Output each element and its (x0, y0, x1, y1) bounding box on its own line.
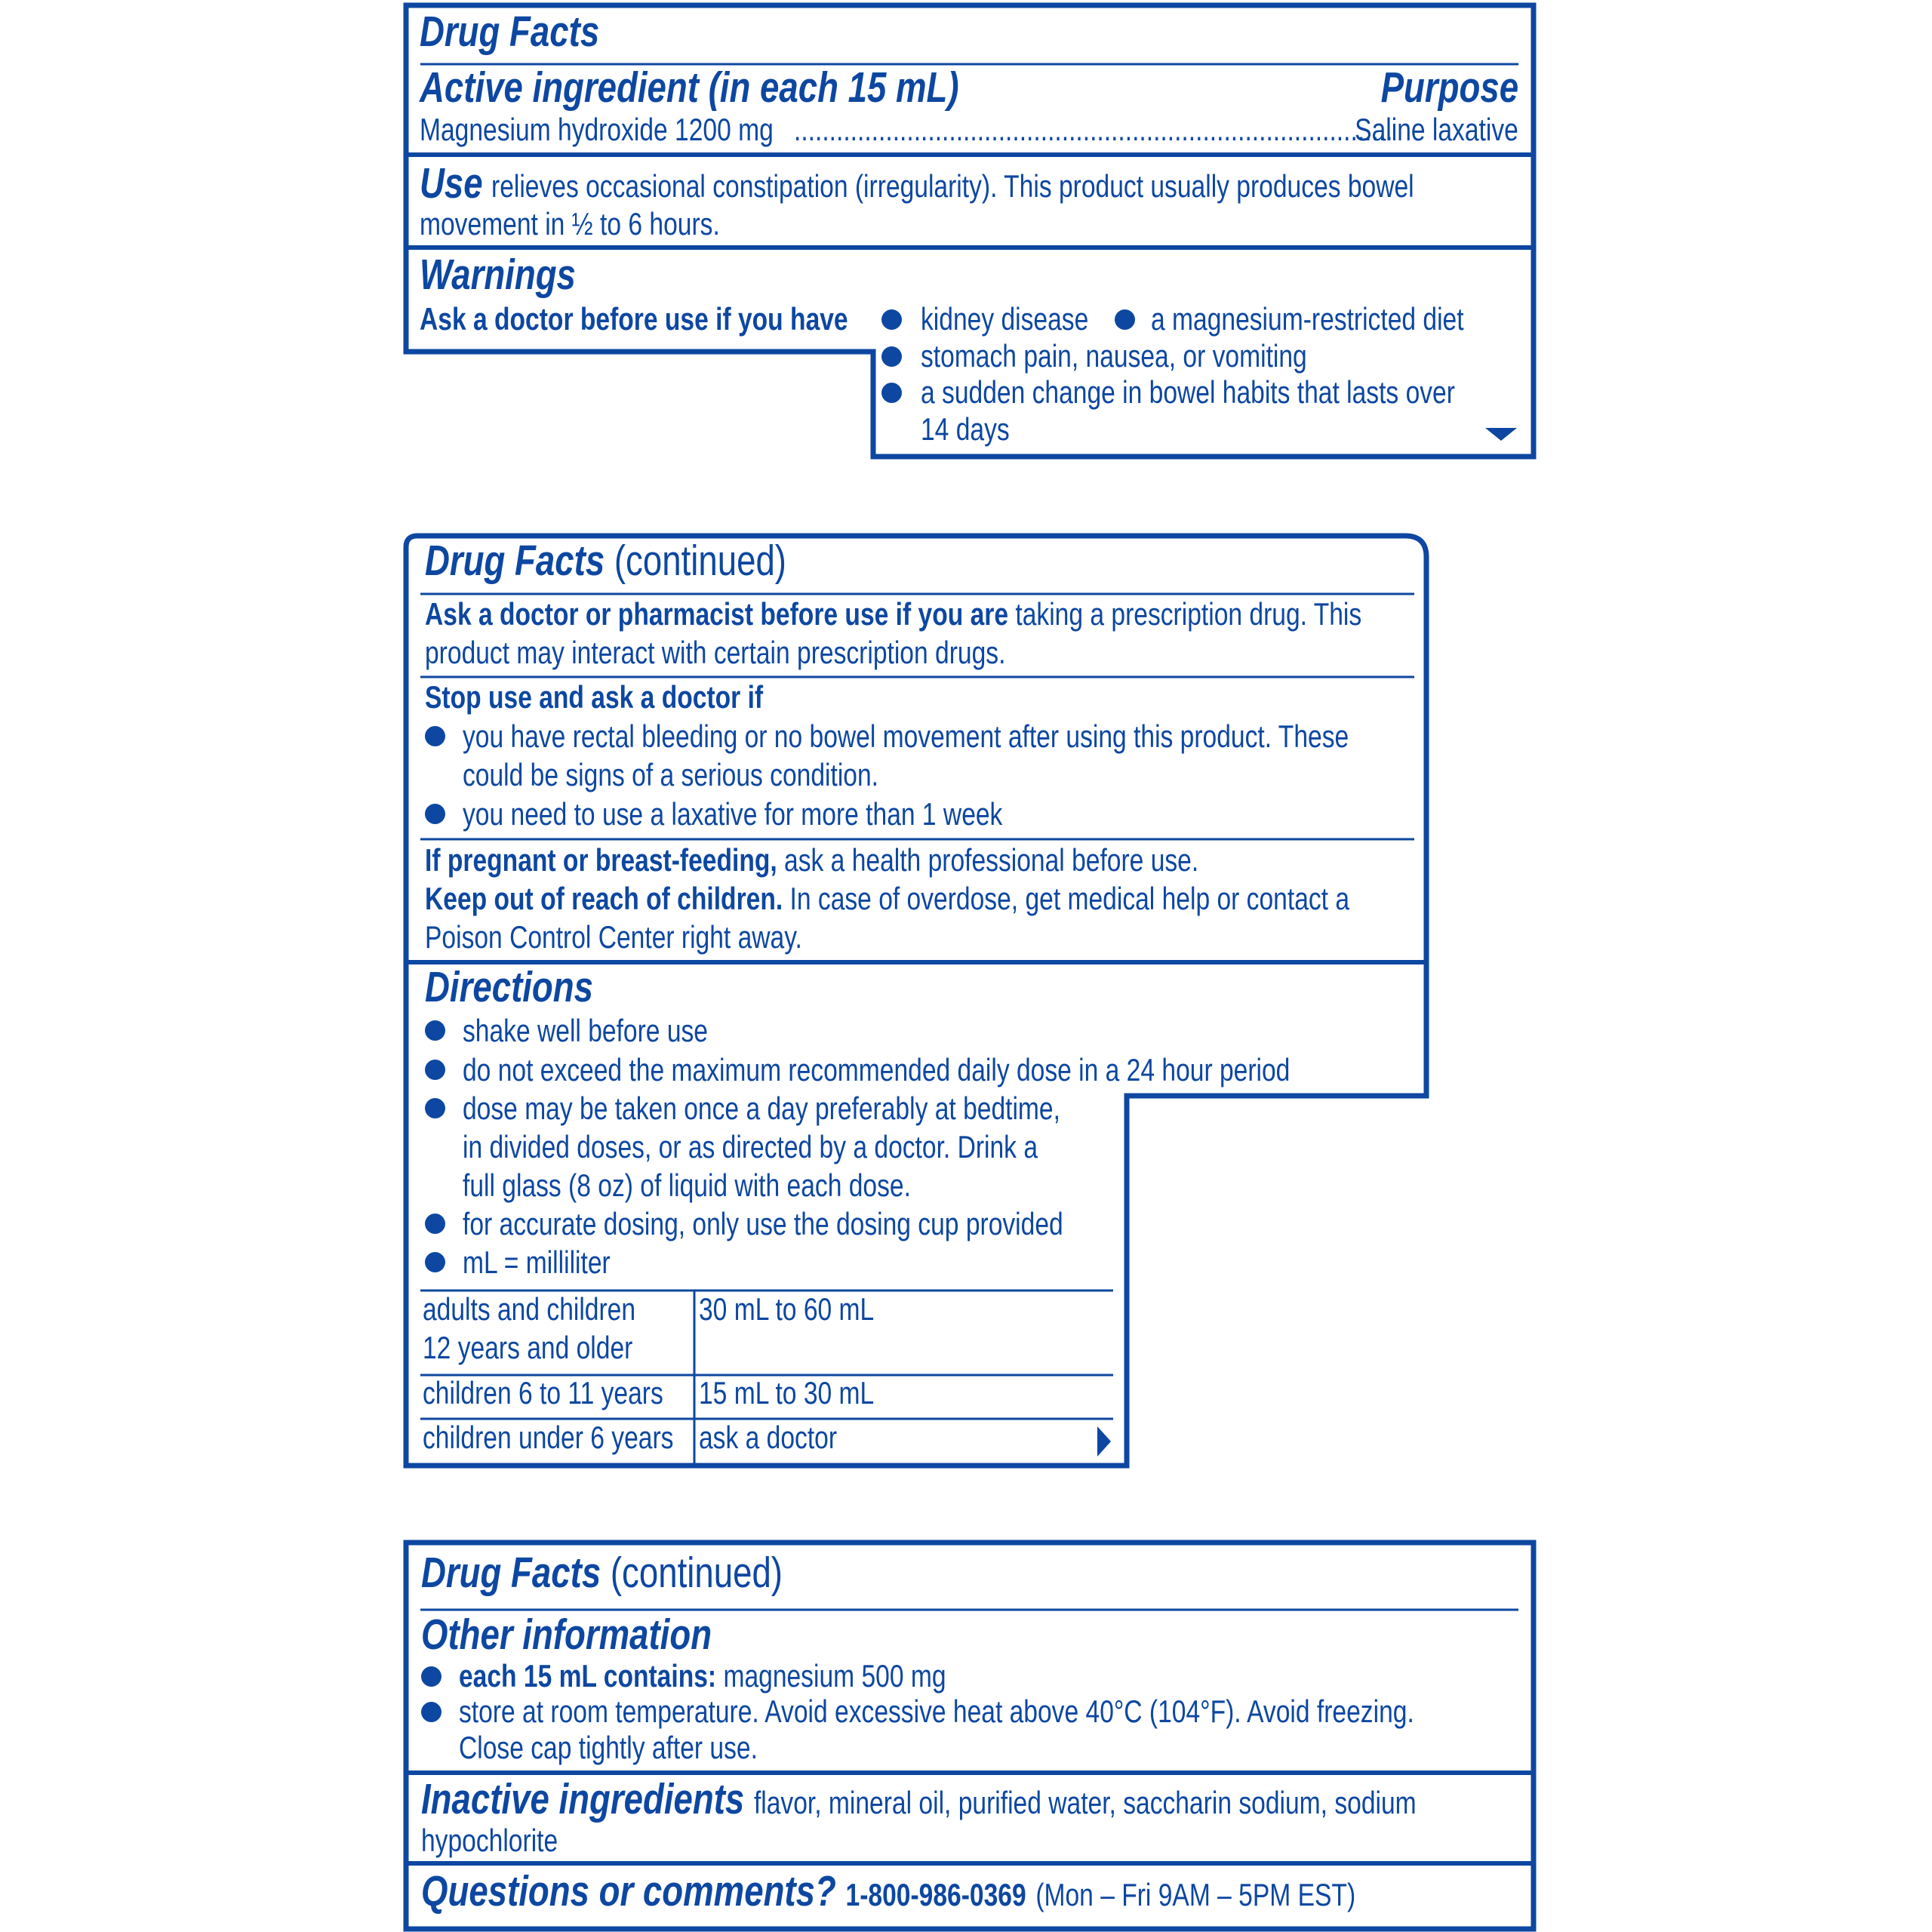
triangle-down-icon (1485, 428, 1517, 441)
directions-heading: Directions (425, 963, 593, 1011)
panel3-continued: (continued) (610, 1549, 783, 1597)
inactive-heading: Inactive ingredients (421, 1775, 745, 1823)
ingredient-leader: ..................................................................................... (794, 112, 1393, 147)
panel3-title (421, 1549, 783, 1597)
panel2-continued: (continued) (614, 537, 786, 585)
pregnant-bold: If pregnant or breast-feeding, (425, 842, 777, 878)
direction-item-continued: in divided doses, or as directed by a doctor. Drink a (463, 1129, 1038, 1164)
contains-text: magnesium 500 mg (723, 1658, 946, 1694)
direction-item: shake well before use (463, 1013, 708, 1048)
dose-age-cell: children under 6 years (423, 1420, 674, 1455)
dose-age-cell-continued: 12 years and older (423, 1330, 633, 1365)
contains-line (459, 1660, 946, 1692)
direction-item: dose may be taken once a day preferably at bedtime, (463, 1091, 1060, 1126)
bullet-icon (425, 1060, 445, 1080)
keep-out-line-2: Poison Control Center right away. (425, 919, 802, 955)
dose-age-cell: adults and children (423, 1291, 636, 1327)
purpose-heading: Purpose (1380, 63, 1518, 112)
panel1-title: Drug Facts (420, 8, 600, 56)
storage-line-continued: Close cap tightly after use. (459, 1730, 758, 1765)
questions-heading: Questions or comments? (421, 1867, 836, 1915)
storage-line: store at room temperature. Avoid excessive heat above 40°C (104°F). Avoid freezing. (459, 1694, 1414, 1729)
bullet-icon (881, 383, 902, 403)
bullet-icon (425, 1214, 445, 1234)
keep-out-text: In case of overdose, get medical help or contact a (789, 881, 1350, 916)
bullet-icon (421, 1702, 441, 1722)
ingredient-name: Magnesium hydroxide 1200 mg (420, 112, 774, 147)
other-info-heading: Other information (421, 1611, 712, 1659)
bullet-icon (425, 1252, 445, 1272)
stop-use-heading: Stop use and ask a doctor if (425, 679, 764, 715)
use-text-2: movement in ½ to 6 hours. (420, 206, 720, 242)
condition-item-continued: 14 days (921, 411, 1010, 447)
dose-age-cell: children 6 to 11 years (423, 1375, 663, 1411)
inactive-text: flavor, mineral oil, purified water, saccharin sodium, sodium (753, 1785, 1417, 1820)
use-heading: Use (420, 159, 483, 208)
questions-line (421, 1867, 1356, 1915)
bullet-icon (425, 1098, 445, 1118)
panel2-title-text: Drug Facts (425, 537, 605, 585)
pregnant-line (425, 844, 1198, 876)
bullet-icon (421, 1666, 441, 1687)
pharmacist-line-2: product may interact with certain prescription drugs. (425, 635, 1006, 670)
inactive-ingredients-line (421, 1775, 1417, 1823)
pharmacist-text: taking a prescription drug. This (1015, 596, 1362, 632)
ask-doctor-heading: Ask a doctor before use if you have (420, 301, 848, 337)
phone-number: 1-800-986-0369 (845, 1877, 1026, 1912)
stop-use-item: you have rectal bleeding or no bowel movement after using this product. These (463, 718, 1349, 754)
panel3-title-text: Drug Facts (421, 1549, 601, 1597)
panel2-title (425, 537, 786, 585)
contains-bold: each 15 mL contains: (459, 1658, 717, 1694)
direction-item: do not exceed the maximum recommended daily dose in a 24 hour period (463, 1052, 1291, 1088)
direction-item: mL = milliliter (463, 1244, 611, 1280)
bullet-icon (1115, 309, 1135, 330)
stop-use-item-continued: could be signs of a serious condition. (463, 757, 879, 792)
dose-amount-cell: 15 mL to 30 mL (699, 1375, 875, 1411)
bullet-icon (881, 346, 902, 367)
active-ingredient-heading: Active ingredient (in each 15 mL) (420, 63, 959, 112)
warnings-heading: Warnings (420, 251, 576, 299)
inactive-text-continued: hypochlorite (421, 1823, 558, 1858)
stop-use-item: you need to use a laxative for more than 1 week (463, 796, 1003, 832)
bullet-icon (881, 309, 902, 330)
pharmacist-bold: Ask a doctor or pharmacist before use if you are (425, 596, 1009, 632)
pregnant-text: ask a health professional before use. (784, 842, 1199, 878)
condition-item: stomach pain, nausea, or vomiting (921, 338, 1307, 374)
condition-item: kidney disease (921, 301, 1089, 337)
triangle-right-icon (1097, 1426, 1111, 1457)
use-text-1: relieves occasional constipation (irregularity). This product usually produces bowel (491, 168, 1414, 204)
phone-hours: (Mon – Fri 9AM – 5PM EST) (1035, 1877, 1356, 1912)
purpose-text: Saline laxative (1355, 112, 1518, 147)
bullet-icon (425, 1020, 445, 1041)
condition-item: a magnesium-restricted diet (1151, 301, 1464, 337)
direction-item-continued: full glass (8 oz) of liquid with each dose. (463, 1168, 911, 1203)
keep-out-bold: Keep out of reach of children. (425, 881, 783, 916)
condition-item: a sudden change in bowel habits that lasts over (921, 374, 1455, 410)
dose-amount-cell: ask a doctor (699, 1420, 838, 1455)
bullet-icon (425, 726, 445, 746)
keep-out-line (425, 883, 1349, 915)
bullet-icon (425, 804, 445, 824)
direction-item: for accurate dosing, only use the dosing cup provided (463, 1206, 1063, 1241)
dose-amount-cell: 30 mL to 60 mL (699, 1291, 875, 1327)
pharmacist-line-1 (425, 598, 1361, 630)
